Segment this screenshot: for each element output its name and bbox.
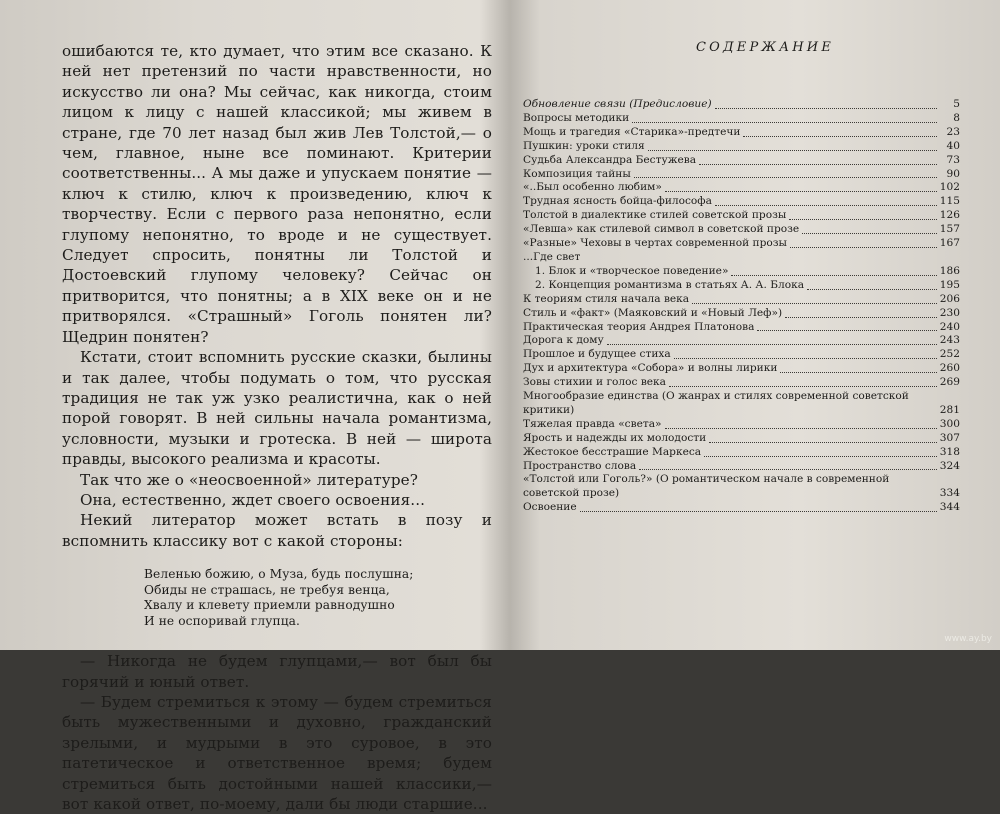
toc-entry-page: 334 (939, 487, 960, 500)
poem-line: Хвалу и клевету приемли равнодушно (144, 598, 395, 613)
toc-entry (523, 334, 960, 348)
toc-entry (523, 154, 960, 168)
toc-entry-title: Ярость и надежды их молодости (523, 431, 707, 444)
poem-line: Веленью божию, о Муза, будь послушна; (144, 567, 414, 582)
toc-entry (523, 223, 960, 237)
toc-leader-dots (807, 289, 937, 290)
toc-entry-page: 157 (939, 223, 960, 236)
toc-leader-dots (715, 108, 937, 109)
toc-entry-page: 8 (953, 111, 960, 124)
toc-entry (523, 168, 960, 182)
toc-leader-dots (802, 233, 937, 234)
toc-entry-title: Пушкин: уроки стиля (523, 139, 645, 152)
toc-entry-page: 186 (939, 264, 960, 277)
toc-leader-dots (665, 428, 937, 429)
toc-entry-page: 23 (946, 125, 960, 138)
toc-entry-title: Дух и архитектура «Собора» и волны лирики (523, 362, 778, 375)
toc-entry-title: Композиция тайны (523, 167, 631, 180)
toc-entry-page: 5 (953, 98, 960, 110)
toc-entry-page: 115 (939, 195, 960, 208)
toc-leader-dots (785, 317, 937, 318)
paragraph-1: ошибаются те, кто думает, что этим все сказано. К ней нет претензий по части нравственности, но искусство ли она? Мы сейчас, как никогда, стоим лицом к лицу с нашей классикой; мы живем в стране, где 70 лет назад был жив Лев Толстой,— о чем, главное, ныне все поминают. Критерии соответственны... А мы даже и упускаем понятие — ключ к стилю, ключ к произведению, ключ к творчеству. Если с первого раза непонятно, если глупому непонятно, то вроде и не существует. Следует спросить, понятны ли Толстой и Достоевский глупому человеку? Сейчас он притворится, что понятны; а в XIX веке он и не притворялся. «Страшный» Гоголь понятен ли? Щедрин понятен? (62, 42, 492, 346)
toc-entry-page: 90 (946, 167, 960, 180)
toc-entry (523, 460, 960, 474)
paragraph-7: — Будем стремиться к этому — будем стремиться быть мужественными и духовно, гражданский зрелыми, и мудрыми в это суровое, в это патетическое и ответственное время; будем стремиться быть достойными нашей классики,— вот какой ответ, по-моему, дали бы люди старшие... (62, 692, 492, 813)
toc-entry-page: 260 (939, 362, 960, 375)
toc-leader-dots (789, 219, 936, 220)
toc-leader-dots (704, 456, 937, 457)
toc-entry (523, 112, 960, 126)
toc-entry (523, 501, 960, 515)
toc-leader-dots (709, 442, 937, 443)
toc-entry (523, 237, 960, 251)
toc-entry (523, 293, 960, 307)
toc-entry-page: 243 (939, 334, 960, 347)
toc-leader-dots (699, 164, 937, 165)
toc-entry (523, 251, 960, 265)
toc-entry-title: Освоение (523, 501, 577, 514)
toc-entry-page: 318 (939, 445, 960, 458)
toc-entry (523, 376, 960, 390)
toc-entry-title: Мощь и трагедия «Старика»-предтечи (523, 125, 741, 138)
toc-entry (523, 348, 960, 362)
toc-leader-dots (780, 372, 936, 373)
prose-text (62, 41, 492, 814)
toc-entry-title: Прошлое и будущее стиха (523, 348, 671, 361)
toc-entry (523, 473, 960, 501)
toc-entry-page: 252 (939, 348, 960, 361)
toc-entry-title: Дорога к дому (523, 334, 604, 347)
toc-entry-page: 195 (939, 278, 960, 291)
toc-leader-dots (634, 177, 937, 178)
toc-entry (523, 126, 960, 140)
toc-leader-dots (580, 511, 937, 512)
toc-leader-dots (665, 191, 937, 192)
toc-leader-dots (757, 330, 936, 331)
paragraph-2: Кстати, стоит вспомнить русские сказки, былины и так далее, чтобы подумать о том, что русская традиция не так уж узко реалистична, как о ней порой говорят. В ней сильны начала романтизма, условности, музыки и гротеска. В ней — широта правды, высокого реализма и красоты. (62, 348, 492, 469)
toc-entry (523, 140, 960, 154)
toc-entry-title: 2. Концепция романтизма в статьях А. А. Блока (535, 278, 805, 291)
toc-entry (523, 209, 960, 223)
toc-entry-title: 1. Блок и «творческое поведение» (535, 264, 729, 277)
toc-entry (523, 432, 960, 446)
toc-entry (523, 362, 960, 376)
toc-entry-title: Зовы стихии и голос века (523, 376, 666, 389)
poem-line: И не оспоривай глупца. (144, 613, 300, 628)
toc-entry-page: 167 (939, 237, 960, 250)
toc-entry-page: 281 (939, 403, 960, 416)
toc-entry-page: 307 (939, 431, 960, 444)
toc-leader-dots (607, 344, 937, 345)
toc-entry-page: 40 (946, 139, 960, 152)
table-of-contents (523, 98, 960, 515)
toc-entry-title: Практическая теория Андрея Платонова (523, 320, 755, 333)
watermark: www.ay.by (944, 634, 992, 644)
poem-line: Обиды не страшась, не требуя венца, (144, 582, 390, 597)
toc-entry-title: К теориям стиля начала века (523, 292, 690, 305)
toc-leader-dots (632, 122, 937, 123)
toc-entry-title: Трудная ясность бойца-философа (523, 195, 712, 208)
toc-leader-dots (639, 469, 937, 470)
toc-entry-page: 240 (939, 320, 960, 333)
right-page (515, 0, 1000, 650)
toc-entry-title: Тяжелая правда «света» (523, 417, 662, 430)
toc-entry-title: «Толстой или Гоголь?» (О романтическом начале в современной советской прозе) (523, 473, 890, 500)
toc-title: СОДЕРЖАНИЕ (695, 40, 835, 55)
toc-entry (523, 446, 960, 460)
toc-entry-title: ...Где свет (523, 250, 581, 263)
toc-entry (523, 279, 960, 293)
toc-entry-title: Жестокое бесстрашие Маркеса (523, 445, 702, 458)
paragraph-5: Некий литератор может встать в позу и вспомнить классику вот с какой стороны: (62, 511, 492, 550)
toc-leader-dots (648, 150, 937, 151)
toc-entry-title: Обновление связи (Предисловие) (523, 98, 712, 110)
toc-entry (523, 390, 960, 418)
toc-entry-title: «Левша» как стилевой символ в советской прозе (523, 223, 800, 236)
toc-entry-title: «..Был особенно любим» (523, 181, 662, 194)
toc-entry (523, 98, 960, 112)
toc-leader-dots (674, 358, 937, 359)
toc-entry-title: Пространство слова (523, 459, 637, 472)
toc-entry-page: 300 (939, 417, 960, 430)
toc-leader-dots (669, 386, 937, 387)
toc-leader-dots (692, 303, 937, 304)
toc-entry-title: «Разные» Чеховы в чертах современной прозы (523, 237, 787, 250)
toc-entry-page: 324 (939, 459, 960, 472)
toc-entry-page: 102 (939, 181, 960, 194)
toc-entry (523, 265, 960, 279)
paragraph-6: — Никогда не будем глупцами,— вот был бы горячий и юный ответ. (62, 652, 492, 691)
toc-leader-dots (790, 247, 937, 248)
toc-leader-dots (731, 275, 936, 276)
toc-entry-page: 230 (939, 306, 960, 319)
toc-entry-page: 344 (939, 501, 960, 514)
toc-entry-page: 206 (939, 292, 960, 305)
toc-entry-page: 269 (939, 376, 960, 389)
toc-entry (523, 181, 960, 195)
toc-entry (523, 321, 960, 335)
toc-entry (523, 418, 960, 432)
toc-entry (523, 307, 960, 321)
toc-leader-dots (743, 136, 937, 137)
toc-entry-title: Судьба Александра Бестужева (523, 153, 697, 166)
toc-entry-page: 73 (946, 153, 960, 166)
toc-entry (523, 195, 960, 209)
toc-leader-dots (715, 205, 937, 206)
toc-entry-page: 126 (939, 209, 960, 222)
toc-entry-title: Многообразие единства (О жанрах и стилях современной советской критики) (523, 390, 909, 416)
toc-entry-title: Вопросы методики (523, 111, 630, 124)
toc-entry-title: Толстой в диалектике стилей советской прозы (523, 209, 787, 222)
poem-quote (144, 567, 492, 629)
paragraph-3: Так что же о «неосвоенной» литературе? (80, 470, 418, 489)
toc-entry-title: Стиль и «факт» (Маяковский и «Новый Леф») (523, 306, 783, 319)
paragraph-4: Она, естественно, ждет своего освоения... (80, 490, 426, 509)
